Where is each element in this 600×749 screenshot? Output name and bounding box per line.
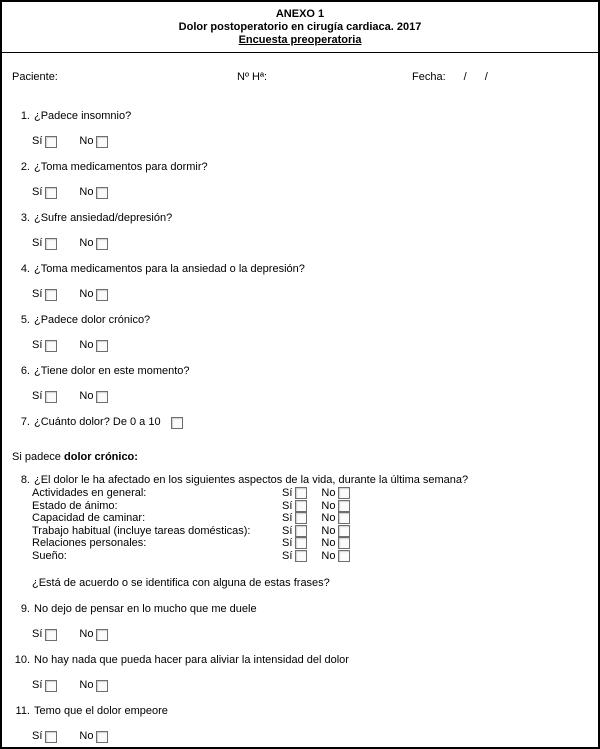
- q8-subitem-row: [32, 487, 588, 500]
- question-row-11: [12, 705, 588, 718]
- answer-row-9: [32, 628, 588, 641]
- q8-subitem-label: Sueño:: [32, 549, 67, 562]
- form-subtitle: Dolor postoperatorio en cirugía cardiaca. 2017: [178, 21, 422, 33]
- yes-label: Sí: [32, 730, 43, 742]
- yes-checkbox[interactable]: [45, 680, 57, 692]
- q8-subitem-label: Relaciones personales:: [32, 537, 147, 549]
- yes-label: Sí: [32, 237, 43, 249]
- q8-subitem-label: Trabajo habitual (incluye tareas domésticas):: [32, 524, 251, 537]
- no-checkbox[interactable]: [338, 500, 350, 512]
- paciente-label: Paciente:: [12, 71, 58, 83]
- no-label: No: [79, 339, 94, 351]
- yes-checkbox[interactable]: [45, 136, 57, 148]
- question-text: ¿Toma medicamentos para la ansiedad o la depresión?: [34, 263, 305, 275]
- form-header: [12, 2, 588, 47]
- no-checkbox[interactable]: [96, 629, 108, 641]
- pain-scale-checkbox[interactable]: [171, 417, 183, 429]
- question-row-3: [12, 212, 588, 225]
- answer-row-2: [32, 186, 588, 199]
- yes-label: Sí: [282, 499, 293, 512]
- yes-checkbox[interactable]: [295, 537, 307, 549]
- yes-label: Sí: [32, 186, 43, 198]
- question-text: Temo que el dolor empeore: [34, 705, 168, 717]
- question-number: 11.: [15, 705, 30, 717]
- no-label: No: [321, 524, 336, 537]
- question-text: ¿Tiene dolor en este momento?: [34, 365, 190, 377]
- yes-label: Sí: [32, 339, 43, 351]
- answer-row-3: [32, 237, 588, 250]
- yes-label: Sí: [282, 549, 293, 562]
- q8-subitem-label: Actividades en general:: [32, 487, 147, 499]
- answer-row-1: [32, 135, 588, 148]
- no-label: No: [79, 237, 94, 249]
- answer-row-11: [32, 730, 588, 743]
- question-text: ¿Sufre ansiedad/depresión?: [34, 212, 173, 224]
- header-divider: [2, 52, 598, 53]
- q8-subitem-row: [32, 512, 588, 525]
- no-label: No: [79, 730, 94, 742]
- question-text: ¿Padece insomnio?: [34, 110, 132, 122]
- q8-subitem-label: Estado de ánimo:: [32, 499, 118, 512]
- yes-label: Sí: [32, 288, 43, 300]
- yes-label: Sí: [32, 390, 43, 402]
- yes-checkbox[interactable]: [45, 238, 57, 250]
- question-text: ¿Cuánto dolor? De 0 a 10: [34, 416, 161, 428]
- question-row-2: [12, 161, 588, 174]
- answer-row-6: [32, 390, 588, 403]
- question-row-1: [12, 110, 588, 123]
- question-number: 8.: [20, 474, 30, 486]
- date-slash: /: [463, 71, 467, 83]
- yes-checkbox[interactable]: [45, 289, 57, 301]
- question-number: 6.: [20, 365, 30, 377]
- no-checkbox[interactable]: [338, 550, 350, 562]
- no-label: No: [79, 288, 94, 300]
- question-row-7: [12, 416, 588, 429]
- yes-checkbox[interactable]: [295, 525, 307, 537]
- question-row-5: [12, 314, 588, 327]
- answer-row-5: [32, 339, 588, 352]
- no-checkbox[interactable]: [96, 391, 108, 403]
- question-number: 10.: [14, 654, 30, 666]
- no-label: No: [321, 487, 336, 499]
- question-number: 2.: [20, 161, 30, 173]
- yes-label: Sí: [282, 524, 293, 537]
- yes-checkbox[interactable]: [295, 512, 307, 524]
- q8-subitem-row: [32, 500, 588, 513]
- chronic-prefix: Si padece: [12, 451, 61, 463]
- question-row-9: [12, 603, 588, 616]
- yes-checkbox[interactable]: [45, 391, 57, 403]
- no-checkbox[interactable]: [96, 289, 108, 301]
- q8-subitem-label: Capacidad de caminar:: [32, 512, 146, 524]
- question-number: 1.: [20, 110, 30, 122]
- no-checkbox[interactable]: [96, 340, 108, 352]
- q8-subitem-row: [32, 537, 588, 550]
- yes-checkbox[interactable]: [295, 500, 307, 512]
- yes-checkbox[interactable]: [295, 487, 307, 499]
- question-number: 5.: [20, 314, 30, 326]
- no-label: No: [79, 186, 94, 198]
- no-label: No: [321, 512, 336, 524]
- no-checkbox[interactable]: [96, 731, 108, 743]
- patient-info-row: [12, 71, 588, 84]
- yes-label: Sí: [282, 512, 293, 524]
- no-checkbox[interactable]: [338, 525, 350, 537]
- question-text: ¿Padece dolor crónico?: [34, 314, 151, 326]
- no-label: No: [79, 679, 94, 691]
- yes-label: Sí: [32, 679, 43, 691]
- question-number: 4.: [20, 263, 30, 275]
- no-label: No: [321, 549, 336, 562]
- no-label: No: [79, 390, 94, 402]
- q8-subitem-row: [32, 550, 588, 563]
- no-checkbox[interactable]: [96, 680, 108, 692]
- chronic-section-intro: [12, 451, 588, 464]
- question-text: ¿Toma medicamentos para dormir?: [34, 161, 208, 173]
- question-row-6: [12, 365, 588, 378]
- no-label: No: [321, 499, 336, 512]
- fecha-label: Fecha:: [412, 71, 446, 83]
- historia-label: Nº Hª:: [237, 71, 268, 83]
- no-label: No: [79, 628, 94, 640]
- question-row-10: [12, 654, 588, 667]
- date-slash: /: [484, 71, 488, 83]
- answer-row-4: [32, 288, 588, 301]
- question-text: No hay nada que pueda hacer para aliviar la intensidad del dolor: [34, 654, 349, 666]
- yes-checkbox[interactable]: [45, 731, 57, 743]
- no-label: No: [321, 537, 336, 549]
- q8-subitem-row: [32, 525, 588, 538]
- yes-checkbox[interactable]: [45, 340, 57, 352]
- answer-row-10: [32, 679, 588, 692]
- question-row-4: [12, 263, 588, 276]
- question-number: 7.: [20, 416, 30, 428]
- question-text: ¿El dolor le ha afectado en los siguientes aspectos de la vida, durante la última semana?: [34, 474, 469, 486]
- frases-question: ¿Está de acuerdo o se identifica con alguna de estas frases?: [32, 577, 330, 589]
- yes-label: Sí: [282, 537, 293, 549]
- q8-subitems: [32, 487, 588, 562]
- question-number: 3.: [20, 212, 30, 224]
- yes-checkbox[interactable]: [45, 187, 57, 199]
- no-checkbox[interactable]: [338, 512, 350, 524]
- form-section-title: Encuesta preoperatoria: [238, 34, 362, 46]
- form-title: ANEXO 1: [275, 8, 325, 20]
- no-checkbox[interactable]: [338, 487, 350, 499]
- yes-label: Sí: [32, 628, 43, 640]
- question-row-8: [12, 474, 588, 487]
- question-number: 9.: [20, 603, 30, 615]
- yes-label: Sí: [282, 487, 293, 499]
- question-text: No dejo de pensar en lo mucho que me duele: [34, 603, 257, 615]
- no-checkbox[interactable]: [96, 187, 108, 199]
- yes-checkbox[interactable]: [295, 550, 307, 562]
- yes-label: Sí: [32, 135, 43, 147]
- no-checkbox[interactable]: [338, 537, 350, 549]
- no-label: No: [79, 135, 94, 147]
- chronic-bold: dolor crónico:: [64, 451, 138, 463]
- yes-checkbox[interactable]: [45, 629, 57, 641]
- no-checkbox[interactable]: [96, 238, 108, 250]
- no-checkbox[interactable]: [96, 136, 108, 148]
